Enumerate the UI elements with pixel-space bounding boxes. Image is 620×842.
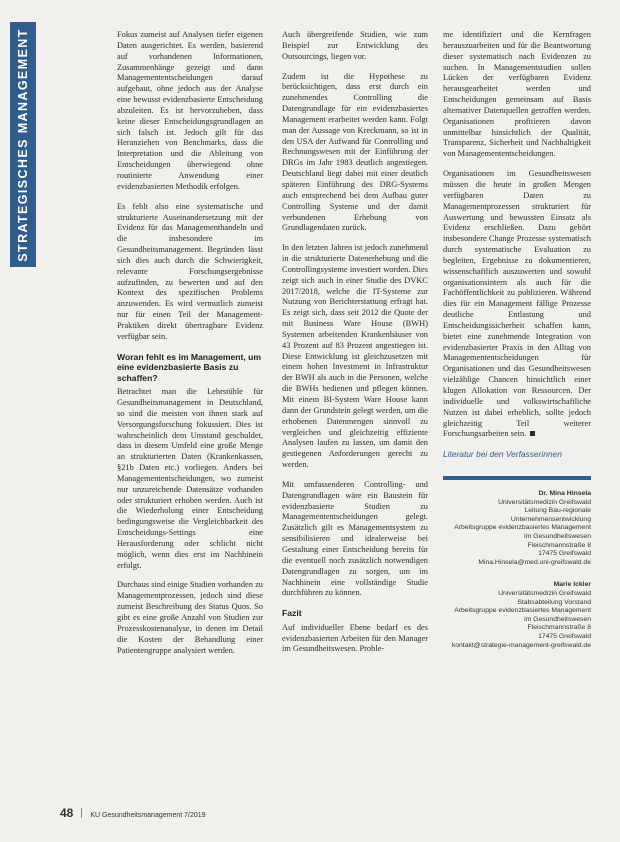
author-line: Fleischmannstraße 8 [527, 541, 591, 549]
paragraph-text: Organisationen im Gesundheitswesen müssen die heute in großen Mengen verfügbaren Daten zu Managementprozessen strukturiert für Auswertung und bewussten Einsatz als Evidenz erschließen. Dazu gehört insbesondere Change Prozesse systematisch durch systematische Evaluation zu begleiten, Ergebnisse zu dokumentieren, wissenschaftlich auszuwerten und sowohl organisationsintern als auch für die Fachöffentlichkeit zu publizieren. Während dies für ein Management fällige Prozesse deutliche Entlastung und Entscheidungssicherheit schaffen kann, bietet eine zunehmende Integration von evidenzbasierter Praxis in den Alltag von Managemententscheidungen für Organisationen und das Gesundheitswesen vielzählige Chancen hinsichtlich einer klugen Allokation von Ressourcen. Der individuelle und volkswirtschaftliche Nutzen ist dabei erheblich, sollte jedoch gleichzeitig Teil weiterer Forschungsarbeiten sein. [443, 169, 591, 439]
footer-divider [81, 808, 82, 818]
author-block-1 [443, 490, 591, 567]
author-line: 17475 Greifswald [538, 550, 591, 558]
end-mark-icon [530, 431, 535, 436]
paragraph: Betrachtet man die Lehrstühle für Gesundheitsmanagement in Deutschland, so sind die meisten von ihnen stark auf Versorgungsforschung fokussiert. Dies ist wahrscheinlich dem Umstand geschuldet, dass in diesem Umfeld eine große Menge an strukturierten Daten (Krankenkassen, §21b Daten etc.) vorliegen. Anders bei Managemententscheidungen, wo zumeist nur unzureichende Datensätze vorhanden oder strukturiert erhoben werden. Auch ist die Wiederholung einer Entscheidung bedingungsweise die Vergleichbarkeit des Entscheidungs-Settings eine Herausforderung oder schlicht nicht möglich, wenn dies erst im Nachhinein erfolgt. [117, 387, 263, 570]
section-heading: Fazit [282, 608, 302, 619]
paragraph [443, 169, 591, 440]
author-line: im Gesundheitswesen [524, 615, 591, 623]
author-line: Leitung Bau-regionale [524, 507, 591, 515]
literature-note: Literatur bei den Verfasserinnen [443, 449, 562, 460]
author-line: Arbeitsgruppe evidenzbasiertes Management [454, 524, 591, 532]
paragraph: In den letzten Jahren ist jedoch zunehmend in die strukturierte Datenerhebung und die Controllingsysteme investiert worden. Dies zeigt sich auch in einer Studie des DVKC 2017/2018, welche die IT-Systeme zur Nutzung von Berichterstattung erfragt hat. Es zeigt sich, dass seit 2012 die Quote der mit Business Ware House (BWH) Systemen arbeitenden Krankenhäuser von 43 Prozent auf 83 Prozent angestiegen ist. Diese Entwicklung ist gleichzusetzen mit einem hohen Investment in Infrastruktur der BWH als auch in die Personen, welche die BWHs bedienen und pflegen können. Mit einem BI-System Ware House kann dann der Grundstein gelegt werden, um die erhobenen Datenmengen sinnvoll zu vergleichen und gleichzeitig effiziente Analysen laufen zu lassen, um damit den gestiegenen Anforderungen gerecht zu werden. [282, 243, 428, 470]
author-line: 17475 Greifswald [538, 632, 591, 640]
author-line: Universitätsmedizin Greifswald [498, 498, 591, 506]
author-line: Universitätsmedizin Greifswald [498, 590, 591, 597]
paragraph: Fokus zumeist auf Analysen tiefer eigenen Daten ausgerichtet. Es werden, basierend auf vorhandenen Informationen, Zusammenhänge gezeigt und dann Managemententscheidungen darauf aufgebaut, ohne jedoch aus der Analyse eine bewusst evidenzbasierte Entscheidung abzuleiten. Es ist hervorzuheben, dass keine dieser Entscheidungsgrundlagen an sich falsch ist. Jedoch gilt für das Heranziehen von Benchmarks, dass die Interpretation und die Ableitung von Entscheidungen überwiegend ohne routinierte Anwendung einer evidenzbasierten Methodik erfolgen. [117, 30, 263, 191]
author-name: Dr. Mina Hinsela [538, 490, 591, 498]
author-name: Marie Ickler [553, 581, 591, 589]
divider [443, 476, 591, 480]
paragraph: Durchaus sind einige Studien vorhanden zu Managementprozessen, jedoch sind diese zumeist Beschreibung des Status Quos. So gibt es eine große Anzahl von Studien zur Prozesskostenanalyse, in denen im Detail die Kosten der Behandlung einer Patientengruppe analysiert werden. [117, 580, 263, 655]
journal-name: KU Gesundheitsmanagement 7/2019 [90, 812, 206, 819]
author-block-2 [443, 581, 591, 650]
section-heading: Woran fehlt es im Management, um eine evidenzbasierte Basis zu schaffen? [117, 351, 262, 383]
paragraph: Auf individueller Ebene bedarf es des evidenzbasierten Arbeiten für den Manager im Gesundheitswesen. Proble- [282, 622, 428, 654]
author-line: im Gesundheitswesen [524, 533, 591, 541]
section-label: STRATEGISCHES MANAGEMENT [16, 28, 30, 262]
author-email[interactable]: Mina.Hinsela@med.uni-greifswald.de [478, 558, 591, 566]
column-3 [443, 30, 591, 664]
paragraph: Mit umfassenderen Controlling- und Datengrundlagen wäre ein Baustein für evidenzbasierte Studien zu Managemententscheidungen gelegt. Zusätzlich gilt es Managementsystem zu sensibilisieren und idealerweise bei Gestaltung einer Entscheidung bereits für die eventuell noch zusätzlich notwendigen Datengrundlagen zu sorgen, um im Nachhinein eine vollständige Studie durchführen zu können. [282, 479, 428, 598]
page-footer [60, 804, 206, 822]
column-1 [117, 30, 263, 665]
author-line: Unternehmensentwicklung [510, 515, 591, 523]
author-line: Fleischmannstraße 8 [527, 624, 591, 632]
side-band [0, 0, 44, 842]
paragraph: Auch übergreifende Studien, wie zum Beispiel zur Entwicklung des Outsourcings, liegen vor. [282, 30, 428, 61]
paragraph: Es fehlt also eine systematische und strukturierte Auseinandersetzung mit der Evidenz für das Managementhandeln und die insbesondere im Gesundheitsmanagement. Begründen lässt sich dies auch durch die Schwierigkeit, relevante Forschungsergebnisse aufzufinden, zu bewerten und auf den Kontext des spezifischen Problems anzuwenden. Es wird vermutlich zumeist nur für einen Teil der Management-Praktiken direkt übertragbare Evidenz verfügbar sein. [117, 201, 263, 341]
column-2 [282, 30, 428, 664]
page-number: 48 [60, 806, 74, 820]
author-line: Arbeitsgruppe evidenzbasiertes Management [454, 607, 591, 615]
author-line: Stabsabteilung Vorstand [517, 598, 591, 606]
paragraph: Zudem ist die Hypothese zu berücksichtigen, dass erst durch ein zunehmendes Controlling die Datengrundlage für ein evidenzbasiertes Management erarbeitet werden kann. Folgt man der Aussage von Kreckmann, so ist in den USA der Aufwand für Controlling und Rechnungswesen mit der Einführung der DRGs im Jahr 1983 deutlich angestiegen. Deutschland liegt dabei mit einer deutlich späteren Einführung des DRG-Systems auch entsprechend bei dem Aufbau guter Controlling Systeme und der damit verbundenen Erhebung von Grundlagendaten zurück. [282, 71, 428, 233]
paragraph: me identifiziert und die Kernfragen herauszuarbeiten und für die Beantwortung dieser systematisch nach Evidenzen zu suchen. In Managementstudien sollen Lücken der verfügbaren Evidenz herausgearbeitet werden und Entscheidungen gemeinsam auf Basis alternativer Datenquellen getroffen werden. Organisationen profitieren davon unmittelbar hinsichtlich der Qualität, Transparenz, Sicherheit und Nachhaltigkeit von Managemententscheidungen. [443, 30, 591, 159]
author-email[interactable]: kontakt@strategie-management-greifswald.de [451, 641, 591, 649]
